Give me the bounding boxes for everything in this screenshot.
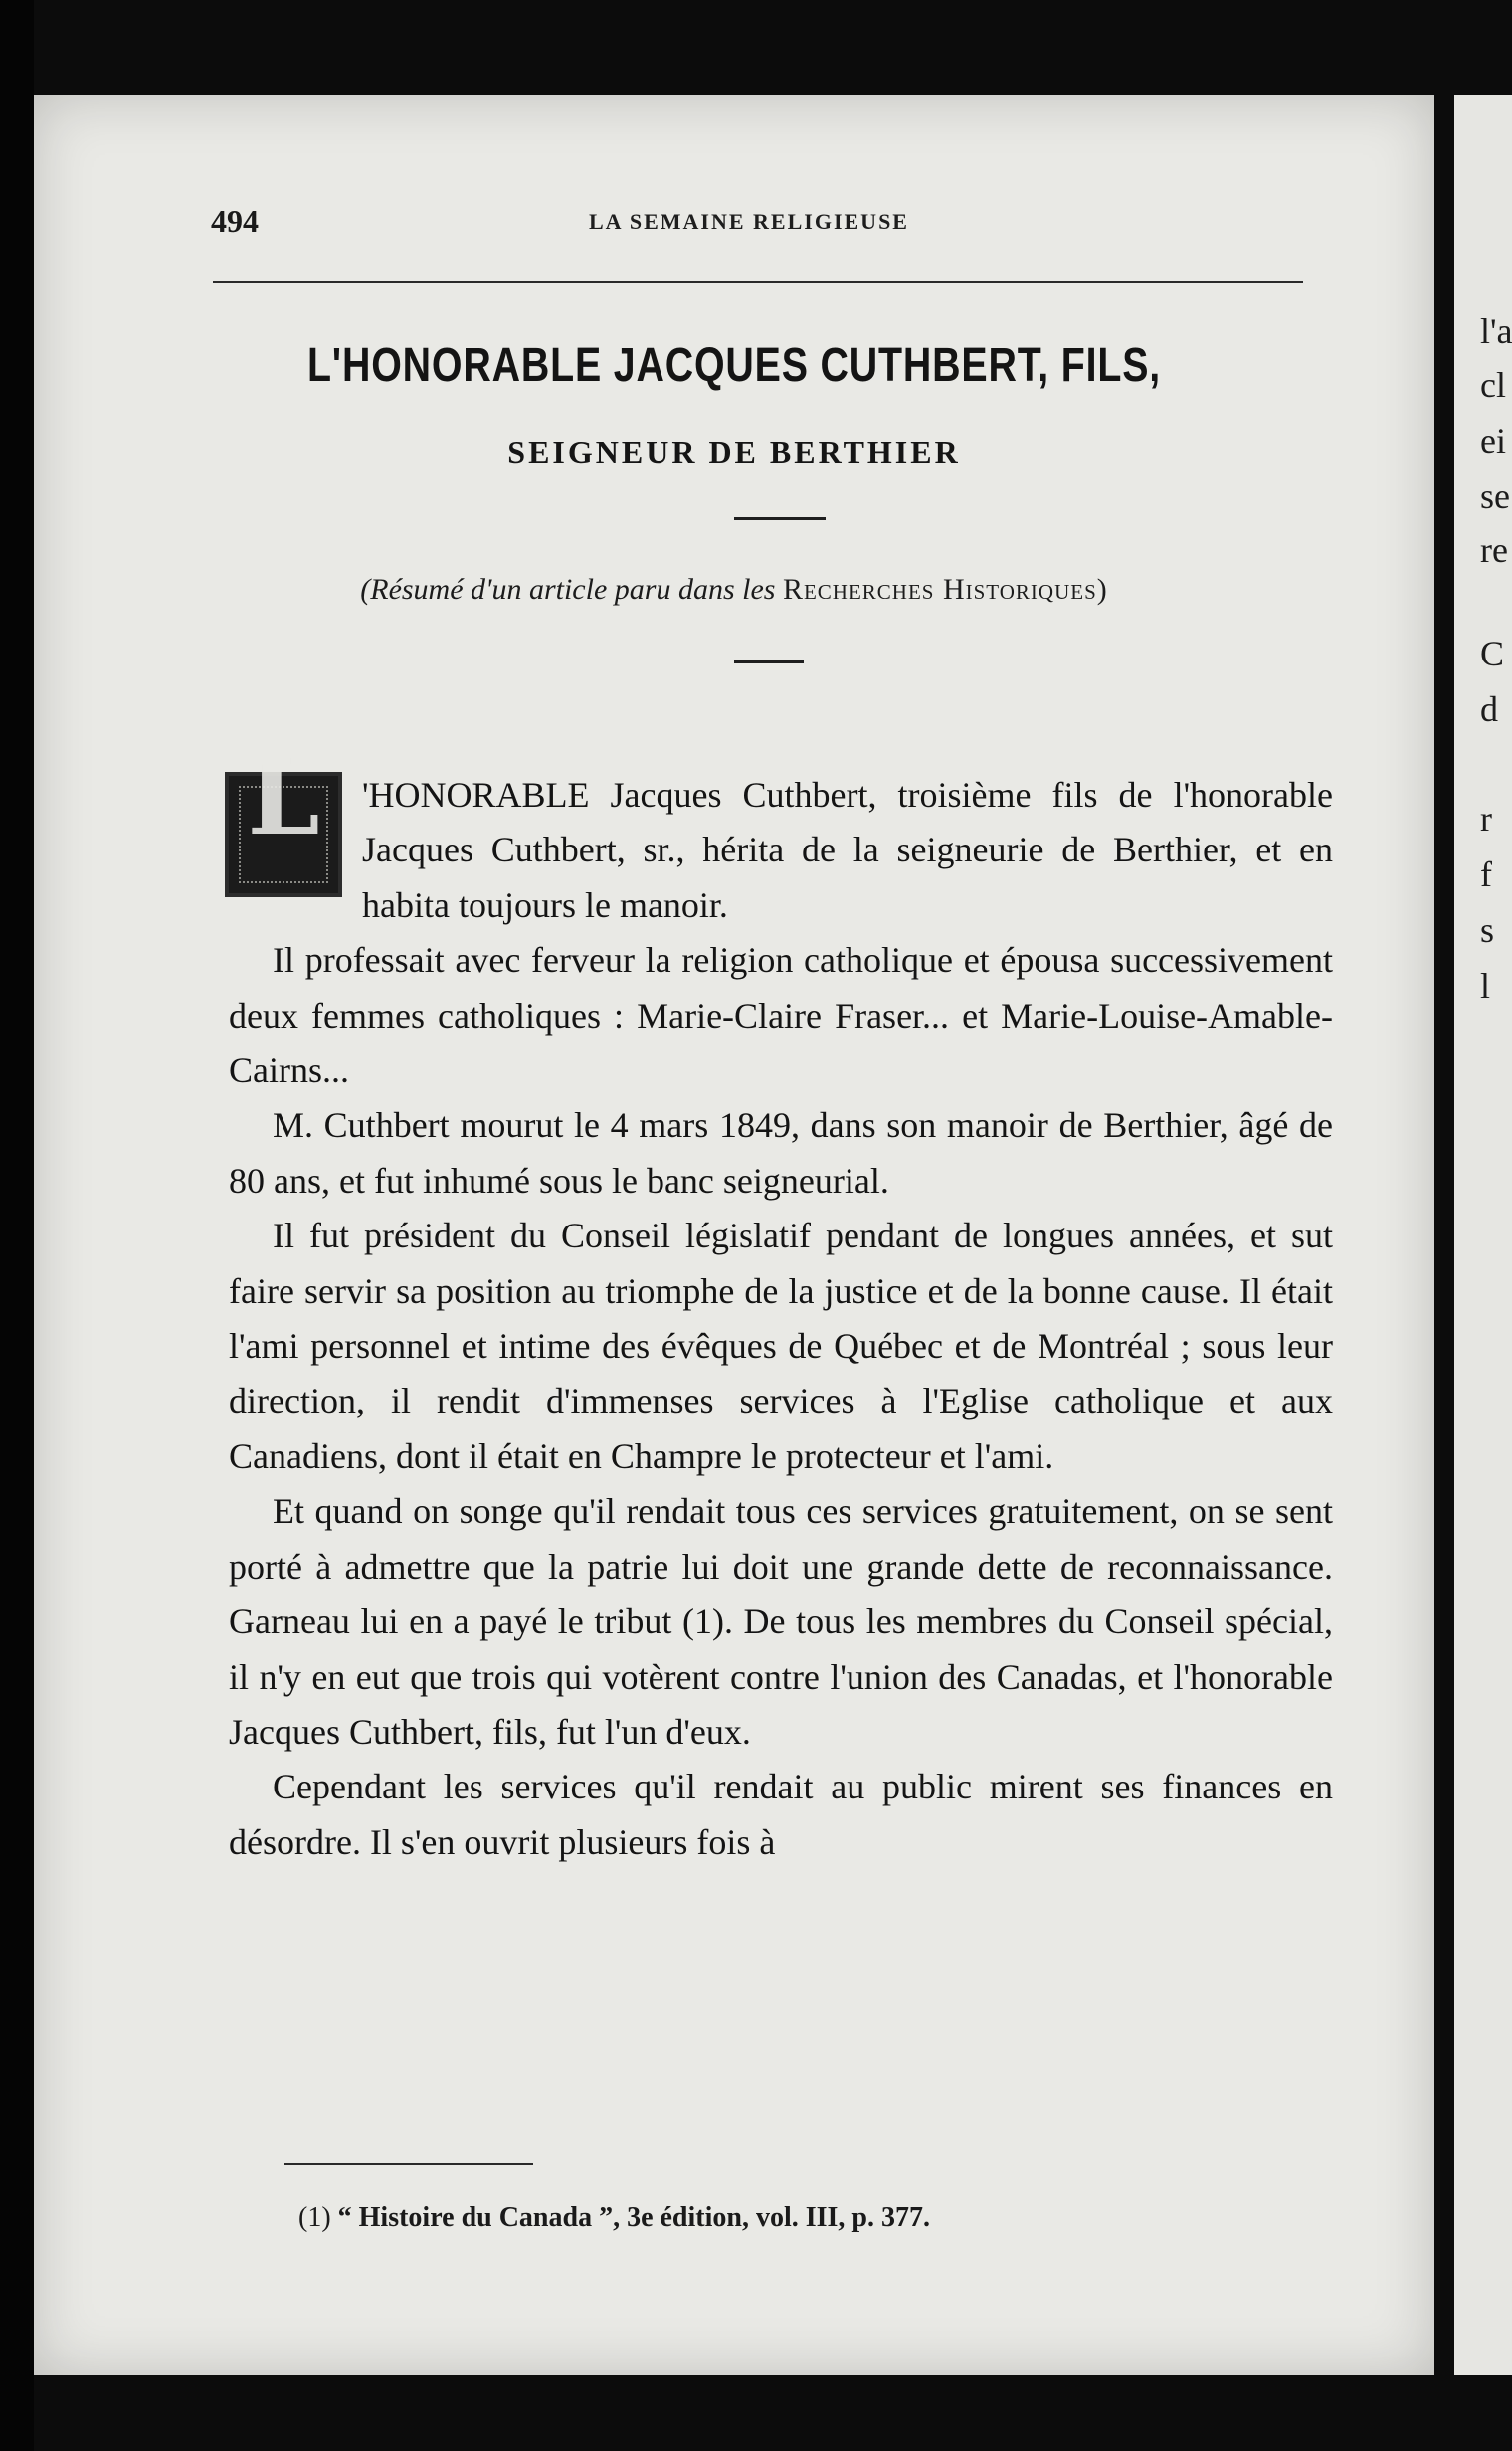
paragraph-text: 'HONORABLE Jacques Cuthbert, troisième fils de l'honorable Jacques Cuthbert, sr., hérita de la seigneurie de Berthier, et en habita toujours le manoir. [362, 775, 1333, 925]
adjacent-fragment: d [1480, 689, 1498, 729]
source-note [34, 573, 1434, 607]
article-title: L'HONORABLE JACQUES CUTHBERT, FILS, [306, 339, 1162, 392]
adjacent-fragment: l'a [1480, 311, 1512, 351]
article-subtitle: SEIGNEUR DE BERTHIER [507, 434, 961, 470]
adjacent-fragment: l [1480, 966, 1491, 1006]
title-rule [734, 517, 826, 520]
book-page [34, 95, 1434, 2375]
footnote-rule [284, 2163, 533, 2165]
source-rule [734, 660, 804, 663]
adjacent-fragment: re [1480, 530, 1508, 570]
page-header [211, 203, 1355, 253]
adjacent-fragment: f [1480, 854, 1492, 894]
adjacent-fragment: C [1480, 634, 1505, 673]
source-note-publication: Recherches Historiques) [782, 573, 1108, 606]
paragraph-1 [229, 736, 1333, 933]
adjacent-fragment: r [1480, 799, 1492, 839]
adjacent-fragment: ei [1480, 421, 1506, 461]
paragraph-3: M. Cuthbert mourut le 4 mars 1849, dans son manoir de Berthier, âgé de 80 ans, et fut inhumé sous le banc seigneurial. [229, 1105, 1333, 1201]
adjacent-fragment: cl [1480, 365, 1506, 405]
paragraph-4: Il fut président du Conseil législatif pendant de longues années, et sut faire servir sa position au triomphe de la justice et de la bonne cause. Il était l'ami personnel et intime des évêques de Québec et de Montréal ; sous leur direction, il rendit d'immenses services à l'Eglise catholique et aux Canadiens, dont il était en Champre le protecteur et l'ami. [229, 1216, 1333, 1476]
source-note-text: (Résumé d'un article paru dans les [360, 573, 776, 606]
running-title: LA SEMAINE RELIGIEUSE [589, 209, 909, 234]
adjacent-fragment: se [1480, 476, 1510, 516]
scan-left-border [0, 0, 34, 2451]
header-rule [213, 281, 1303, 283]
footnote [298, 2202, 930, 2234]
paragraph-5: Et quand on songe qu'il rendait tous ces services gratuitement, on se sent porté à admettre que la patrie lui doit une grande dette de reconnaissance. Garneau lui en a payé le tribut (1). De tous les membres du Conseil spécial, il n'y en eut que trois qui votèrent contre l'union des Canadas, et l'honorable Jacques Cuthbert, fils, fut l'un d'eux. [229, 1491, 1333, 1752]
dropcap-letter: L [247, 736, 320, 858]
page-number: 494 [211, 203, 259, 239]
footnote-text: “ Histoire du Canada ”, 3e édition, vol. III, p. 377. [337, 2202, 930, 2233]
adjacent-page-edge [1454, 95, 1512, 2375]
article-body [229, 736, 1333, 1870]
ornamental-dropcap [225, 736, 342, 897]
adjacent-fragment: s [1480, 910, 1495, 950]
paragraph-2: Il professait avec ferveur la religion catholique et épousa successivement deux femmes catholiques : Marie-Claire Fraser... et Marie-Louise-Amable-Cairns... [229, 940, 1333, 1091]
paragraph-6: Cependant les services qu'il rendait au public mirent ses finances en désordre. Il s'en ouvrit plusieurs fois à [229, 1767, 1333, 1862]
footnote-ref: (1) [298, 2202, 331, 2233]
